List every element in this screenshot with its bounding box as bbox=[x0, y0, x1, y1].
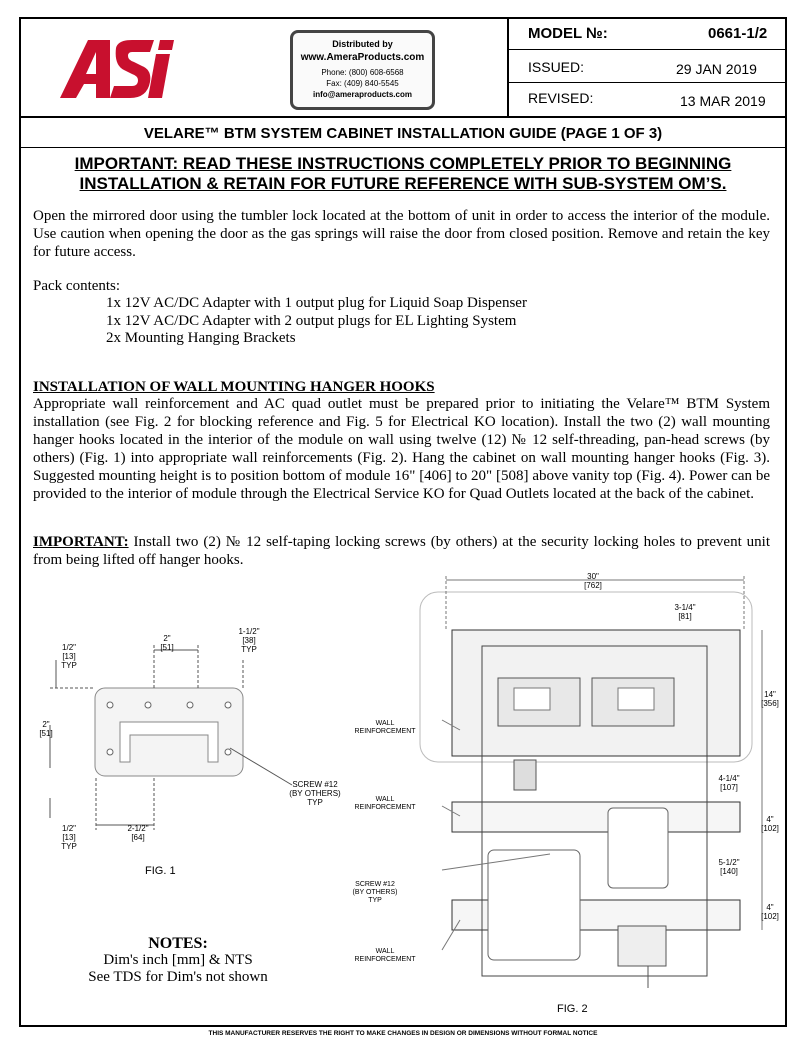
title-bottom-divider bbox=[19, 147, 787, 148]
install-heading: INSTALLATION OF WALL MOUNTING HANGER HOOKS bbox=[33, 379, 435, 395]
label-text: TYP bbox=[368, 897, 382, 904]
dim-text: [140] bbox=[720, 867, 738, 876]
dim-text: 3-1/4" bbox=[674, 603, 696, 612]
fig1-dim-left bbox=[32, 720, 60, 738]
dim-text: TYP bbox=[61, 661, 77, 670]
dim-text: 1/2" bbox=[62, 824, 76, 833]
dim-text: 2" bbox=[163, 634, 171, 643]
fig1-dim-bot-left bbox=[54, 824, 84, 851]
fig2-wall-label-3 bbox=[350, 948, 420, 964]
dim-text: [102] bbox=[761, 912, 779, 921]
important-note-label: IMPORTANT: bbox=[33, 534, 129, 550]
label-text: (BY OTHERS) bbox=[352, 889, 398, 896]
notes-line2: See TDS for Dim's not shown bbox=[88, 969, 268, 985]
issued-value: 29 JAN 2019 bbox=[676, 61, 757, 77]
dim-text: [51] bbox=[160, 643, 174, 652]
fig2-label: FIG. 2 bbox=[557, 1003, 588, 1015]
install-paragraph: Appropriate wall reinforcement and AC quad outlet must be prepared prior to initiating the Velare™ BTM System installation (see Fig. 2 for blocking reference and Fig. 5 for Electrical KO location). Install the two (2) wall mounting hanger hooks located in the interior of the module on wall using twelve (12) № 12 self-threading, pan-head screws (by others) (Fig. 1) into appropriate wall reinforcements (Fig. 2). Hang the cabinet on wall mounting hanger hooks (Fig. 3). Suggested mounting height is to position bottom of module 16" [406] to 20" [508] above vanity top (Fig. 4). Power can be provided to the interior of module through the Electrical Service KO for Quad Outlets located at the back of the cabinet. bbox=[33, 396, 770, 502]
fig2-dim-h4 bbox=[712, 858, 746, 876]
dim-text: TYP bbox=[307, 798, 323, 807]
fig1-dim-top-right bbox=[232, 627, 266, 654]
label-text: WALL bbox=[375, 796, 395, 803]
important-note bbox=[33, 533, 770, 569]
fig1-label: FIG. 1 bbox=[145, 865, 176, 877]
pack-contents-label: Pack contents: bbox=[33, 278, 121, 294]
fig1-dim-bot-mid bbox=[120, 824, 156, 842]
label-text: WALL bbox=[375, 720, 395, 727]
dim-text: [13] bbox=[62, 652, 76, 661]
header-row-divider-1 bbox=[507, 49, 787, 50]
fig2-dim-h5 bbox=[756, 903, 784, 921]
revised-value: 13 MAR 2019 bbox=[680, 93, 766, 109]
fig1-dim-top-mid bbox=[152, 634, 182, 652]
dim-text: 1-1/2" bbox=[238, 627, 260, 636]
dim-text: 2-1/2" bbox=[127, 824, 149, 833]
asi-logo bbox=[52, 34, 182, 104]
distributor-line1: Distributed by bbox=[332, 39, 393, 49]
dim-text: TYP bbox=[241, 645, 257, 654]
dim-text: (BY OTHERS) bbox=[289, 789, 341, 798]
dim-text: 14" bbox=[764, 690, 776, 699]
fig2-dim-h3 bbox=[756, 815, 784, 833]
revised-label: REVISED: bbox=[528, 90, 594, 106]
dim-text: [107] bbox=[720, 783, 738, 792]
footer-disclaimer: THIS MANUFACTURER RESERVES THE RIGHT TO MAKE CHANGES IN DESIGN OR DIMENSIONS WITHOUT FORMAL NOTICE bbox=[208, 1030, 598, 1037]
dim-text: 30" bbox=[587, 572, 599, 581]
page-title: VELARE™ BTM SYSTEM CABINET INSTALLATION GUIDE (PAGE 1 OF 3) bbox=[143, 125, 663, 142]
distributor-fax: Fax: (409) 840-5545 bbox=[326, 79, 399, 88]
dim-text: [102] bbox=[761, 824, 779, 833]
notes-block bbox=[70, 935, 286, 986]
fig2-dim-h2 bbox=[712, 774, 746, 792]
model-label: MODEL №: bbox=[528, 25, 608, 42]
intro-paragraph: Open the mirrored door using the tumbler lock located at the bottom of unit in order to access the interior of the module. Use caution when opening the door as the gas springs will raise the door from closed position. Remove and retain the key for future access. bbox=[33, 208, 770, 260]
dim-text: 1/2" bbox=[62, 643, 76, 652]
fig2-dim-width bbox=[578, 572, 608, 590]
fig2-wall-label-1 bbox=[350, 720, 420, 736]
header-bottom-divider bbox=[19, 116, 787, 118]
dim-text: 4" bbox=[766, 815, 774, 824]
label-text: SCREW #12 bbox=[355, 881, 395, 888]
fig1-screw-label bbox=[284, 780, 346, 807]
important-heading bbox=[19, 154, 787, 194]
label-text: REINFORCEMENT bbox=[354, 956, 416, 963]
dim-text: 4" bbox=[766, 903, 774, 912]
dim-text: 2" bbox=[42, 720, 50, 729]
notes-heading: NOTES: bbox=[148, 935, 208, 952]
model-value: 0661-1/2 bbox=[708, 25, 768, 42]
header-vertical-divider bbox=[507, 17, 509, 116]
dim-text: [51] bbox=[39, 729, 53, 738]
important-heading-line1: IMPORTANT: READ THESE INSTRUCTIONS COMPLETELY PRIOR TO BEGINNING bbox=[74, 154, 732, 173]
label-text: REINFORCEMENT bbox=[354, 804, 416, 811]
important-note-text: Install two (2) № 12 self-taping locking screws (by others) at the security locking holes to prevent unit from being lifted off hanger hooks. bbox=[33, 534, 770, 568]
distributor-website[interactable]: www.AmeraProducts.com bbox=[300, 52, 425, 63]
dim-text: SCREW #12 bbox=[292, 780, 338, 789]
fig2-dim-right bbox=[668, 603, 702, 621]
pack-item: 1x 12V AC/DC Adapter with 1 output plug for Liquid Soap Dispenser bbox=[106, 295, 527, 311]
dim-text: [38] bbox=[242, 636, 256, 645]
fig2-dim-h1 bbox=[756, 690, 784, 708]
dim-text: [81] bbox=[678, 612, 692, 621]
pack-item: 2x Mounting Hanging Brackets bbox=[106, 330, 296, 346]
fig1-dim-top-left bbox=[54, 643, 84, 670]
dim-text: [356] bbox=[761, 699, 779, 708]
dim-text: TYP bbox=[61, 842, 77, 851]
fig2-wall-label-2 bbox=[350, 796, 420, 812]
asi-logo-graphic bbox=[52, 34, 182, 104]
distributor-email[interactable]: info@ameraproducts.com bbox=[313, 90, 412, 99]
distributor-phone: Phone: (800) 608-6568 bbox=[321, 68, 404, 77]
label-text: WALL bbox=[375, 948, 395, 955]
label-text: REINFORCEMENT bbox=[354, 728, 416, 735]
distributor-box bbox=[290, 30, 435, 110]
dim-text: 4-1/4" bbox=[718, 774, 740, 783]
dim-text: [13] bbox=[62, 833, 76, 842]
notes-line1: Dim's inch [mm] & NTS bbox=[103, 952, 253, 968]
header-row-divider-2 bbox=[507, 82, 787, 83]
dim-text: [64] bbox=[131, 833, 145, 842]
dim-text: 5-1/2" bbox=[718, 858, 740, 867]
dim-text: [762] bbox=[584, 581, 602, 590]
issued-label: ISSUED: bbox=[528, 59, 585, 75]
fig2-screw-label bbox=[350, 881, 400, 905]
pack-item: 1x 12V AC/DC Adapter with 2 output plugs for EL Lighting System bbox=[106, 313, 517, 329]
important-heading-line2: INSTALLATION & RETAIN FOR FUTURE REFERENCE WITH SUB-SYSTEM OM’S. bbox=[79, 174, 727, 193]
